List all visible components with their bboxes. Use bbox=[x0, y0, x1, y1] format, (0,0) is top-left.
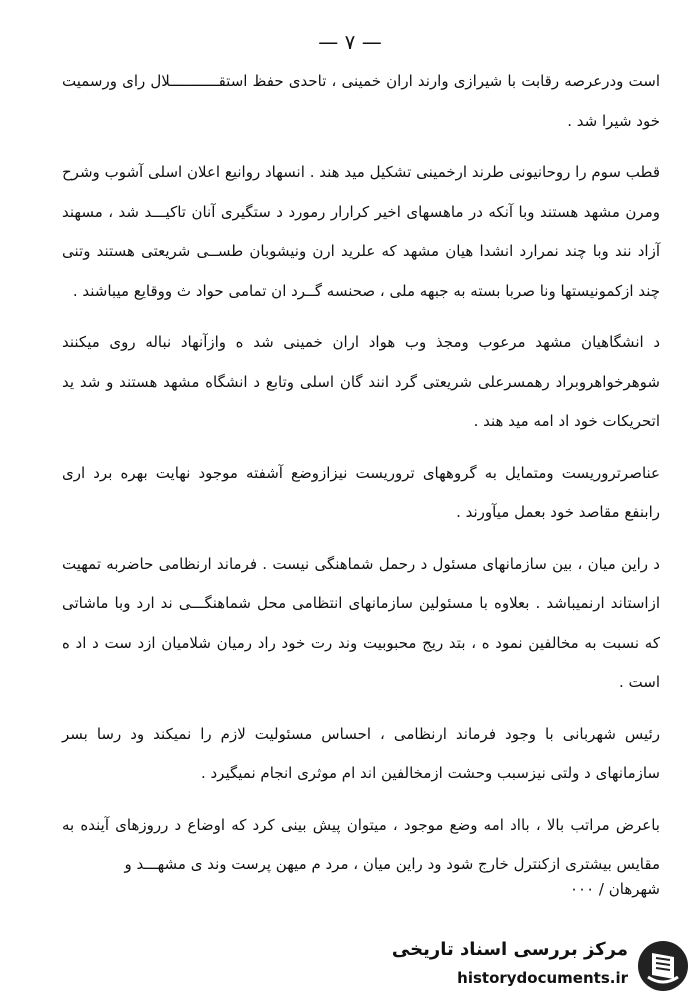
closing-line: شهرهان / ۰۰۰ bbox=[569, 880, 660, 898]
paragraph-1: است ودرعرصه رقابت با شیرازی وارند اران خمینی ، تاحدی حفظ استقـــــــــــلال رای ورسمیت خود شیرا شد . bbox=[62, 72, 660, 130]
document-body bbox=[62, 62, 660, 897]
paragraph-6: رئیس شهربانی با وجود فرماند ارنظامی ، احساس مسئولیت لازم را نمیکند ود رسا بسر سازمانهای د ولتی نیزسبب وحشت ازمخالفین اند ام موثری انجام نمیگیرد . bbox=[62, 724, 660, 782]
paragraph-5: د راین میان ، بین سازمانهای مسئول د رحمل شماهنگی نیست . فرماند ارنظامی حاضربه تمهیت ازاستاند ارنمیباشد . بعلاوه با مسئولین سازمانهای انتظامی محل شماهنگـــی ند ارد وبا ماشاتی که نسبت به مخالفین نمود ه ، بتد ریج محبوبیت وند رت خود راد رمیان شلاميان ازد ست د اد ه است . bbox=[62, 554, 660, 691]
page-number: — ۷ — bbox=[318, 30, 382, 54]
paragraph-2: قطب سوم را روحانیونی طرند ارخمینی تشکیل مید هند . انسهاد روانیع اعلان اسلی آشوب وشرح ومرن مشهد هستند وبا آنکه در ماهسهای اخیر کرارار رمورد د ستگیری آنان تاکیـــد شد ، مسهند آزاد نند وبا چند نمرارد انشدا هیان مشهد که علرید ارن ونیشوبان طســی شریعتی هستند وتنی چند ازکمونیستها ونا صربا بسته به جبهه ملی ، صحنسه گــرد ان تمامی حواد ث ووقایع میباشند . bbox=[62, 163, 660, 300]
paragraph-7: باعرض مراتب بالا ، بااد امه وضع موجود ، میتوان پیش بینی کرد که اوضاع د رروزهای آینده به مقایس بیشتری ازکنترل خارج شود ود راین میان ، مرد م میهن پرست وند ی مشهـــد و bbox=[62, 815, 660, 873]
watermark-title: مرکز بررسی اسناد تاریخی bbox=[391, 939, 628, 960]
watermark-url: historydocuments.ir bbox=[457, 969, 628, 987]
archive-emblem-icon bbox=[636, 939, 690, 993]
paragraph-3: د انشگاهیان مشهد مرعوب ومجذ وب هواد اران خمینی شد ه وازآنهاد نباله روی میکنند شوهرخواهروبراد رهمسرعلی شریعتی گرد انند گان اسلی وتابع د انشگاه مشهد هستند و شد ید اتحریکات خود اد امه مید هند . bbox=[62, 333, 660, 430]
paragraph-4: عناصرتروریست ومتمایل به گروههای تروریست نیزازوضع آشفته موجود نهایت بهره برد اری رابنفع مقاصد خود بعمل میآورند . bbox=[62, 463, 660, 521]
watermark bbox=[391, 935, 690, 997]
